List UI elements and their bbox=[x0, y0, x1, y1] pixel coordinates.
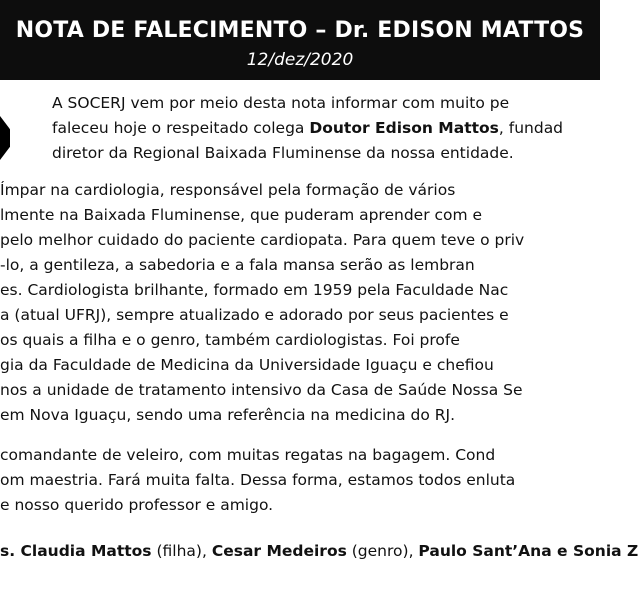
signature-line bbox=[0, 539, 638, 563]
signatory-relation: (genro), bbox=[346, 542, 419, 560]
page-title: NOTA DE FALECIMENTO – Dr. EDISON MATTOS bbox=[15, 18, 585, 43]
deceased-name: Doutor Edison Mattos bbox=[309, 119, 499, 137]
signatory-name: Paulo Sant’Ana e Sonia Z bbox=[418, 542, 638, 560]
para2-line: pelo melhor cuidado do paciente cardiopata. Para quem teve o priv bbox=[0, 231, 525, 249]
para2-line: os quais a filha e o genro, também cardiologistas. Foi profe bbox=[0, 331, 460, 349]
para2-line: gia da Faculdade de Medicina da Universidade Iguaçu e chefiou bbox=[0, 356, 494, 374]
signatory-name: Cesar Medeiros bbox=[211, 542, 347, 560]
para2-line: -lo, a gentileza, a sabedoria e a fala mansa serão as lembran bbox=[0, 256, 475, 274]
text-run: faleceu hoje o respeitado colega bbox=[52, 119, 310, 137]
para2-line: lmente na Baixada Fluminense, que puderam aprender com e bbox=[0, 206, 483, 224]
text-run: , fundad bbox=[498, 119, 564, 137]
para3-line: om maestria. Fará muita falta. Dessa forma, estamos todos enluta bbox=[0, 471, 516, 489]
para1-line: A SOCERJ vem por meio desta nota informar com muito pe bbox=[52, 94, 510, 112]
para3-line: comandante de veleiro, com muitas regatas na bagagem. Cond bbox=[0, 446, 496, 464]
para1-line: diretor da Regional Baixada Fluminense da nossa entidade. bbox=[52, 144, 514, 162]
para2-line: em Nova Iguaçu, sendo uma referência na medicina do RJ. bbox=[0, 406, 456, 424]
para1-line bbox=[52, 116, 563, 140]
para3-line: e nosso querido professor e amigo. bbox=[0, 496, 274, 514]
para2-line: nos a unidade de tratamento intensivo da Casa de Saúde Nossa Se bbox=[0, 381, 523, 399]
para2-line: Ímpar na cardiologia, responsável pela formação de vários bbox=[0, 181, 456, 199]
para2-line: a (atual UFRJ), sempre atualizado e adorado por seus pacientes e bbox=[0, 306, 509, 324]
signatory-relation: (filha), bbox=[151, 542, 212, 560]
signatory-name: s. Claudia Mattos bbox=[0, 542, 152, 560]
note-date: 12/dez/2020 bbox=[246, 50, 354, 70]
para2-line: es. Cardiologista brilhante, formado em 1959 pela Faculdade Nac bbox=[0, 281, 509, 299]
